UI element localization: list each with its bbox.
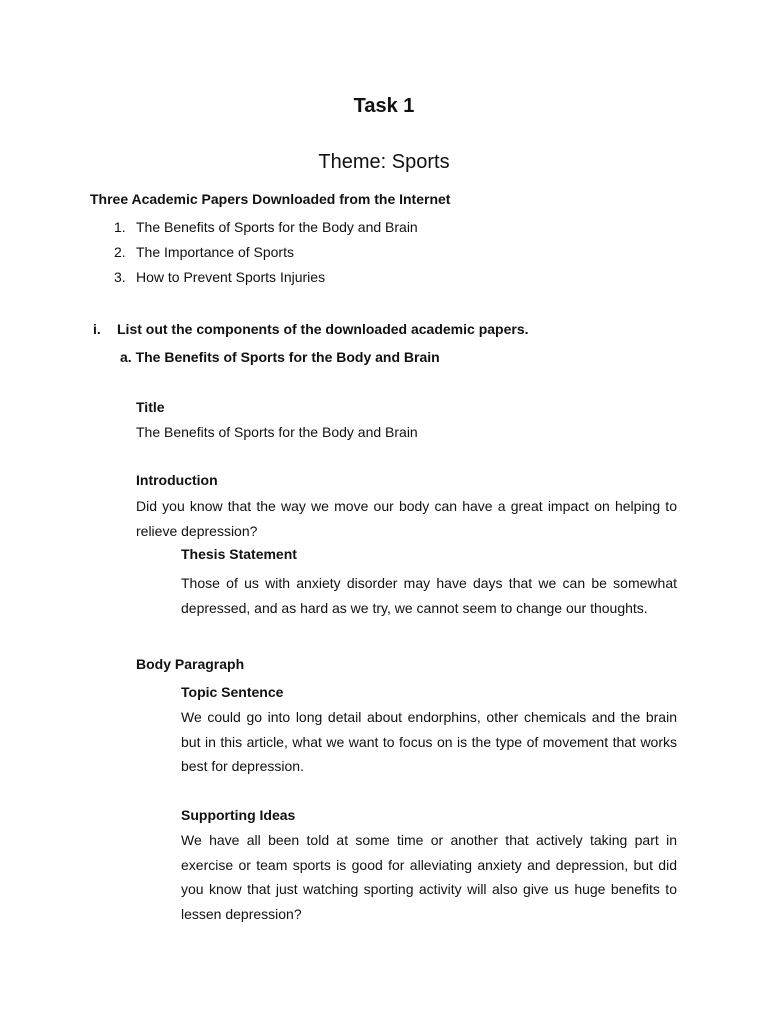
thesis-text: Those of us with anxiety disorder may have days that we can be somewhat depressed, and as hard as we try, we cannot seem to change our thoughts. [181,575,677,616]
list-item [114,244,294,260]
list-item-title: The Importance of Sports [136,244,294,260]
list-item-number: 2. [114,244,126,260]
supporting-ideas-text: We have all been told at some time or another that actively taking part in exercise or team sports is good for alleviating anxiety and depression, but did you know that just watching sporting activity will also give us huge benefits to lessen depression? [181,832,677,922]
question [93,321,529,337]
list-item [114,219,418,235]
title-text: The Benefits of Sports for the Body and Brain [136,424,418,440]
body-paragraph-heading: Body Paragraph [136,656,245,672]
supporting-ideas-heading: Supporting Ideas [181,807,296,823]
theme-text: Theme: Sports [318,151,450,173]
introduction-text: Did you know that the way we move our body can have a great impact on helping to relieve depression? [136,498,677,539]
papers-heading: Three Academic Papers Downloaded from the Internet [90,191,451,207]
task-title: Task 1 [353,95,415,117]
question-text: List out the components of the downloaded academic papers. [117,321,529,337]
list-item-title: How to Prevent Sports Injuries [136,269,326,285]
thesis-heading: Thesis Statement [181,546,297,562]
topic-sentence-text: We could go into long detail about endorphins, other chemicals and the brain but in this article, what we want to focus on is the type of movement that works best for depression. [181,709,677,774]
topic-sentence-heading: Topic Sentence [181,684,284,700]
introduction-heading: Introduction [136,472,218,488]
list-item [114,269,325,285]
subsection-heading: a. The Benefits of Sports for the Body and Brain [120,349,440,365]
list-item-title: The Benefits of Sports for the Body and Brain [136,219,418,235]
theme-title [0,151,768,174]
question-number: i. [93,321,101,337]
title-heading: Title [136,399,165,415]
list-item-number: 3. [114,269,126,285]
list-item-number: 1. [114,219,126,235]
